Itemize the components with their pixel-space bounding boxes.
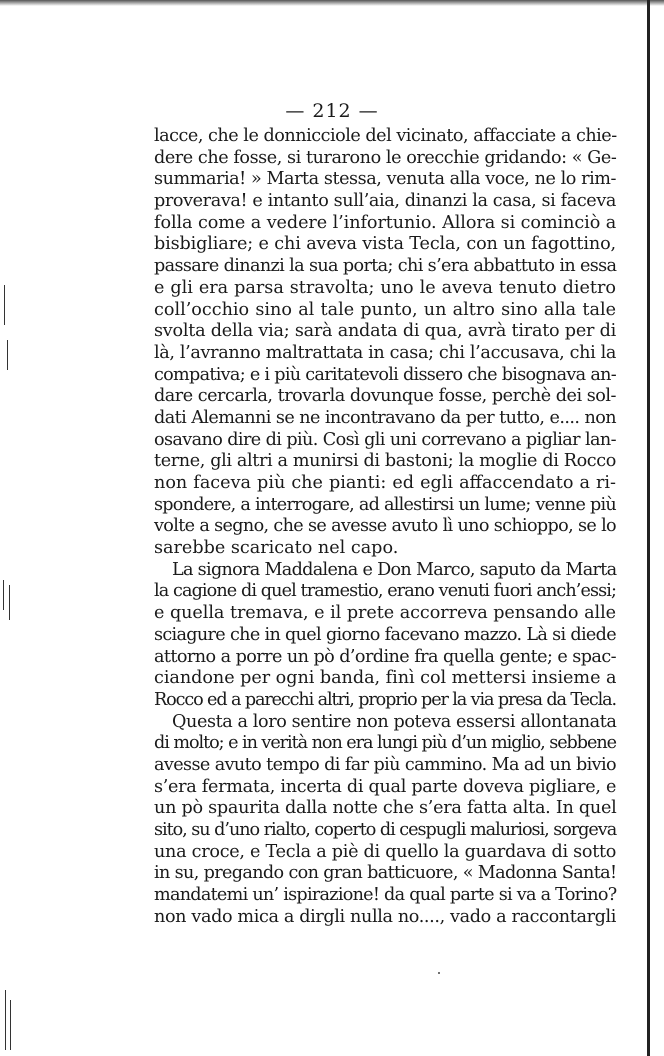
text-line: ciandone per ogni banda, finì col mettersi insieme a [154,668,617,689]
text-line: summaria! » Marta stessa, venuta alla voce, ne lo rim- [154,169,616,190]
page-right-edge [647,0,650,1056]
text-line: là, l’avranno maltrattata in casa; chi l’accusava, chi la [154,342,616,363]
text-line: compativa; e i più caritatevoli dissero che bisognava an- [154,364,616,385]
text-line: folla come a vedere l’infortunio. Allora si cominciò a [154,212,617,233]
text-line: s’era fermata, incerta di qual parte doveva pigliare, e [154,776,617,797]
page-number: — 212 — [285,100,379,122]
text-line: di molto; e in verità non era lungi più d’un miglio, sebbene [154,733,616,754]
text-line: spondere, a interrogare, ad allestirsi un lume; venne più [154,494,616,515]
text-line: proverava! e intanto sull’aia, dinanzi la casa, si faceva [154,191,616,212]
text-line: bisbigliare; e chi aveva vista Tecla, con un fagottino, [154,234,616,255]
text-line: coll’occhio sino al tale punto, un altro sino alla tale [154,299,616,320]
text-line: e quella tremava, e il prete accorreva pensando alle [154,603,616,624]
text-line: avesse avuto tempo di far più cammino. Ma ad un bivio [154,754,616,775]
text-line: svolta della via; sarà andata di qua, avrà tirato per di [154,321,616,342]
text-line: dare cercarla, trovarla dovunque fosse, perchè dei sol- [154,386,616,407]
text-line: terne, gli altri a munirsi di bastoni; la moglie di Rocco [154,451,616,472]
paragraph-start-line: Questa a loro sentire non poteva essersi allontanata [172,711,617,732]
page-top-edge [0,0,664,6]
text-line: dere che fosse, si turarono le orecchie gridando: « Ge- [154,147,617,168]
text-line: non faceva più che pianti: ed egli affaccendato a ri- [154,473,616,493]
text-line: lacce, che le donnicciole del vicinato, affacciate a chie- [154,126,617,146]
text-line: passare dinanzi la sua porta; chi s’era abbattuto in essa [154,256,617,277]
paper-speck [438,972,440,974]
text-line: la cagione di quel tramestio, erano venuti fuori anch’essi; [154,581,616,602]
text-line: in su, pregando con gran batticuore, « Madonna Santa! [154,863,617,884]
text-line: sito, su d’uno rialto, coperto di cespugli maluriosi, sorgeva [154,820,617,840]
text-line: una croce, e Tecla a piè di quello la guardava di sotto [154,841,617,862]
binding-marks [0,0,20,1056]
text-line: non vado mica a dirgli nulla no...., vado a raccontargli [154,906,616,927]
text-line: attorno a porre un pò d’ordine fra quella gente; e spac- [154,646,616,667]
text-line: volte a segno, che se avesse avuto lì uno schioppo, se lo [154,516,616,537]
paragraph-end-line: Rocco ed a parecchi altri, proprio per la via presa da Tecla. [154,689,616,710]
text-line: mandatemi un’ ispirazione! da qual parte si va a Torino? [154,885,617,906]
paragraph-start-line: La signora Maddalena e Don Marco, saputo da Marta [172,559,617,580]
paragraph-end-line: sarebbe scaricato nel capo. [154,538,399,559]
text-line: sciagure che in quel giorno facevano mazzo. Là si diede [154,624,616,645]
text-line: osavano dire di più. Così gli uni correvano a pigliar lan- [154,429,616,450]
body-text [154,126,616,928]
text-line: un pò spaurita dalla notte che s’era fatta alta. In quel [154,798,617,819]
text-line: dati Alemanni se ne incontravano da per tutto, e.... non [154,407,616,428]
text-line: e gli era parsa stravolta; uno le aveva tenuto dietro [154,277,616,298]
